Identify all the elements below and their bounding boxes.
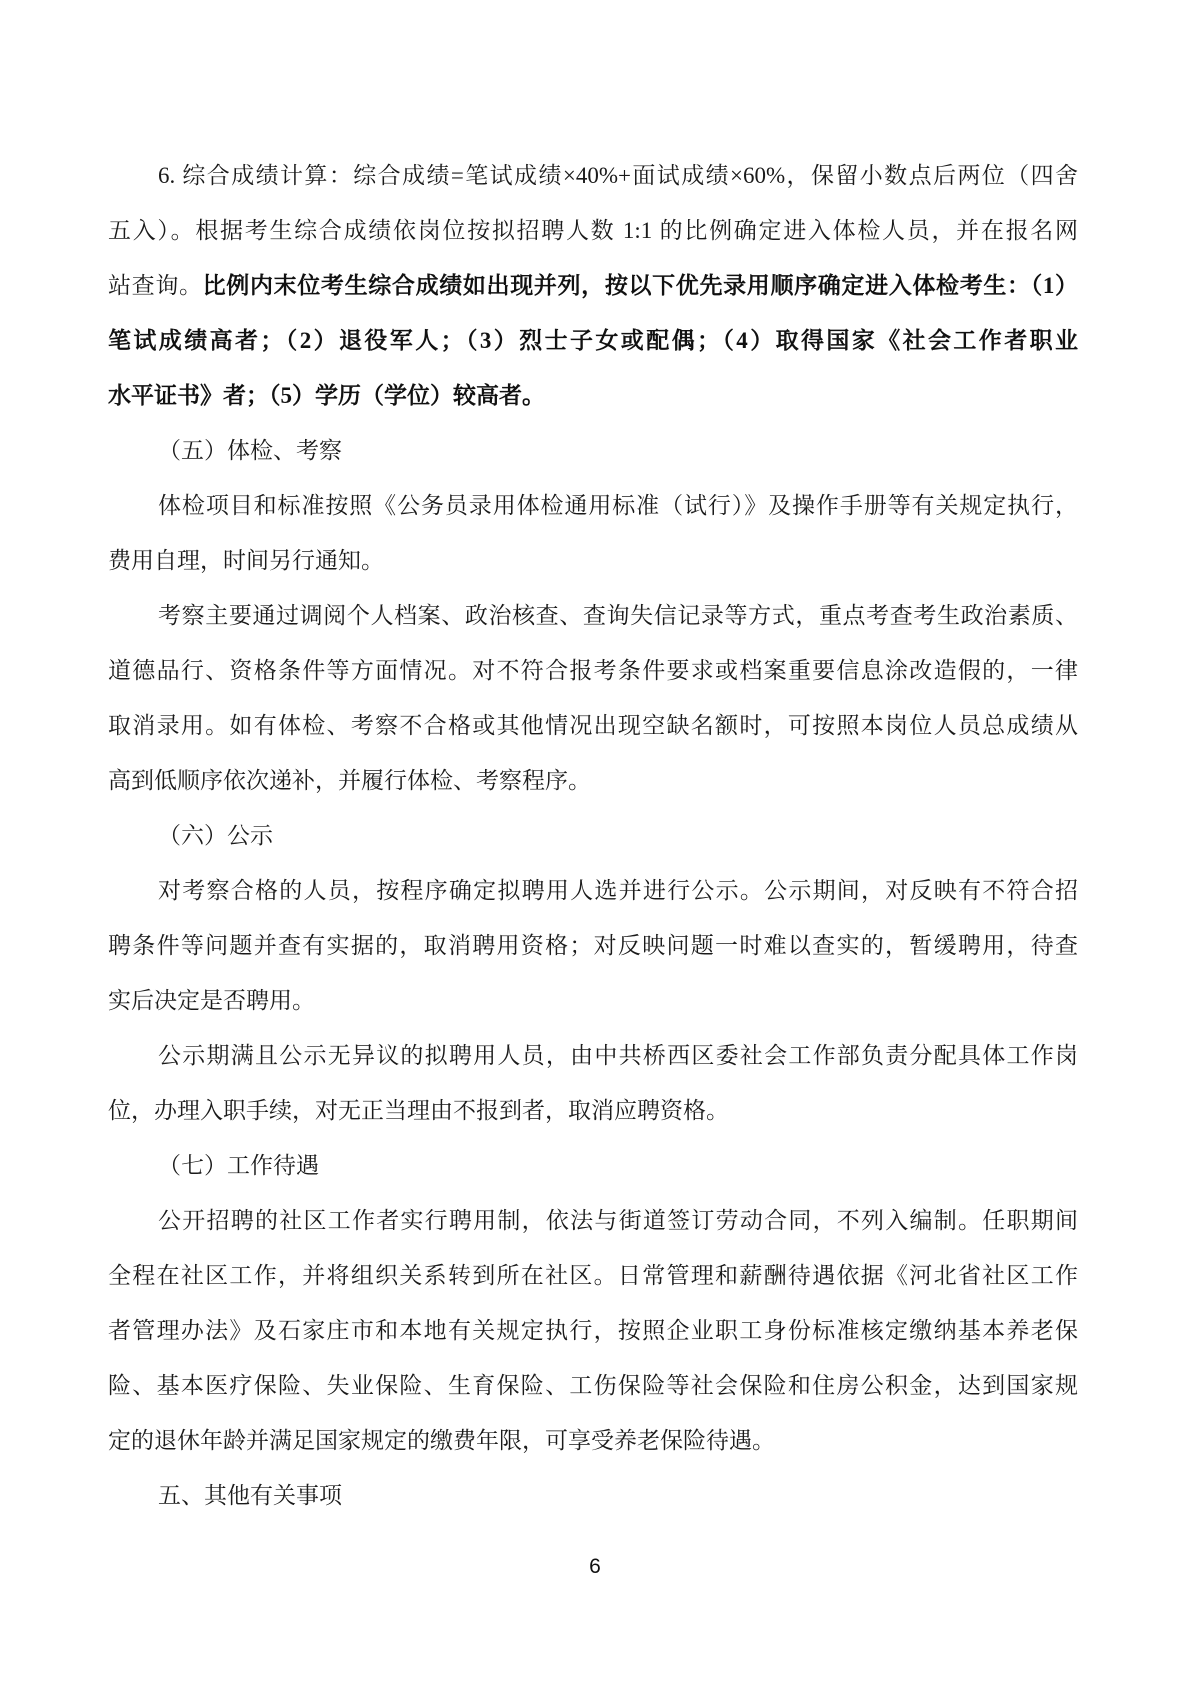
text-run-bold: 比例内末位考生综合成绩如出现并列，按以下优先录用顺序确定进入体检考生：（1） [202,273,1078,298]
text-line: 公开招聘的社区工作者实行聘用制，依法与街道签订劳动合同，不列入编制。任职期间 [158,1208,1078,1233]
text-line: 费用自理，时间另行通知。 [108,548,384,573]
text-line: 高到低顺序依次递补，并履行体检、考察程序。 [108,768,591,793]
text-line [108,258,1078,313]
text-line: 实后决定是否聘用。 [108,988,315,1013]
page-number: 6 [589,1555,601,1578]
text-line: 6. 综合成绩计算：综合成绩=笔试成绩×40%+面试成绩×60%，保留小数点后两位（四舍 [158,163,1078,188]
text-line: 定的退休年龄并满足国家规定的缴费年限，可享受养老保险待遇。 [108,1428,775,1453]
section-heading: （六）公示 [158,823,273,848]
document-page [108,148,1078,1523]
text-line: 取消录用。如有体检、考察不合格或其他情况出现空缺名额时，可按照本岗位人员总成绩从 [108,713,1078,738]
text-line: 全程在社区工作，并将组织关系转到所在社区。日常管理和薪酬待遇依据《河北省社区工作 [108,1263,1078,1288]
section-heading: 五、其他有关事项 [158,1483,342,1508]
section-heading: （五）体检、考察 [158,438,342,463]
text-line: 对考察合格的人员，按程序确定拟聘用人选并进行公示。公示期间，对反映有不符合招 [158,878,1078,903]
text-run: 站查询。 [108,273,203,298]
text-line: 聘条件等问题并查有实据的，取消聘用资格；对反映问题一时难以查实的，暂缓聘用，待查 [108,933,1078,958]
section-heading: （七）工作待遇 [158,1153,319,1178]
text-line: 者管理办法》及石家庄市和本地有关规定执行，按照企业职工身份标准核定缴纳基本养老保 [108,1318,1078,1343]
text-line: 位，办理入职手续，对无正当理由不报到者，取消应聘资格。 [108,1098,729,1123]
text-line: 公示期满且公示无异议的拟聘用人员，由中共桥西区委社会工作部负责分配具体工作岗 [158,1043,1078,1068]
text-line: 考察主要通过调阅个人档案、政治核查、查询失信记录等方式，重点考查考生政治素质、 [158,603,1078,628]
text-line: 体检项目和标准按照《公务员录用体检通用标准（试行）》及操作手册等有关规定执行， [158,493,1078,518]
text-line: 险、基本医疗保险、失业保险、生育保险、工伤保险等社会保险和住房公积金，达到国家规 [108,1373,1078,1398]
text-line: 水平证书》者；（5）学历（学位）较高者。 [108,383,545,408]
text-line: 笔试成绩高者；（2）退役军人；（3）烈士子女或配偶；（4）取得国家《社会工作者职业 [108,328,1078,353]
text-line: 五入）。根据考生综合成绩依岗位按拟招聘人数 1:1 的比例确定进入体检人员，并在报名网 [108,218,1078,243]
text-line: 道德品行、资格条件等方面情况。对不符合报考条件要求或档案重要信息涂改造假的，一律 [108,658,1078,683]
